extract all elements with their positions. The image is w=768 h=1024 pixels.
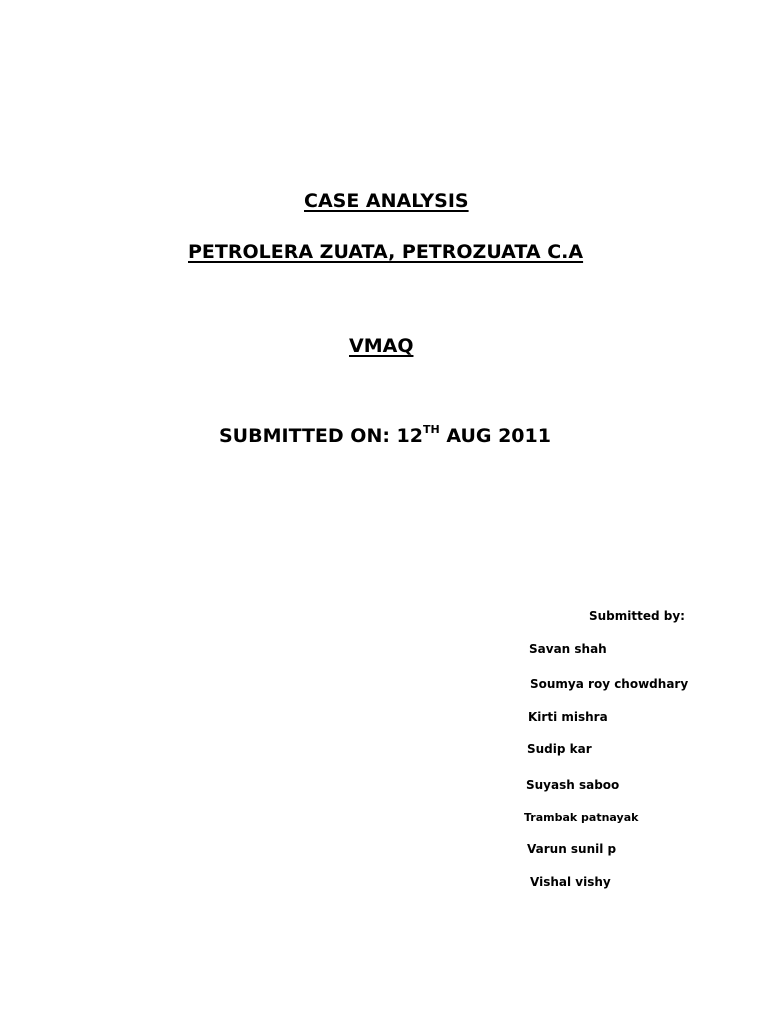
page-title: CASE ANALYSIS [304,190,469,212]
member-name: Vishal vishy [530,875,611,889]
member-name: Soumya roy chowdhary [530,677,689,691]
member-name: Kirti mishra [528,710,608,724]
submission-date-suffix: AUG 2011 [439,425,551,447]
member-name: Savan shah [529,642,607,656]
member-name: Varun sunil p [527,842,617,856]
member-name: Trambak patnayak [524,811,639,824]
member-name: Sudip kar [527,742,592,756]
submission-date [219,423,551,447]
submitted-by-label: Submitted by: [589,609,685,623]
course-code: VMAQ [349,335,414,357]
submission-date-superscript: TH [423,423,440,436]
member-name: Suyash saboo [526,778,620,792]
case-subtitle: PETROLERA ZUATA, PETROZUATA C.A [188,241,584,263]
submission-date-prefix: SUBMITTED ON: 12 [219,425,423,447]
